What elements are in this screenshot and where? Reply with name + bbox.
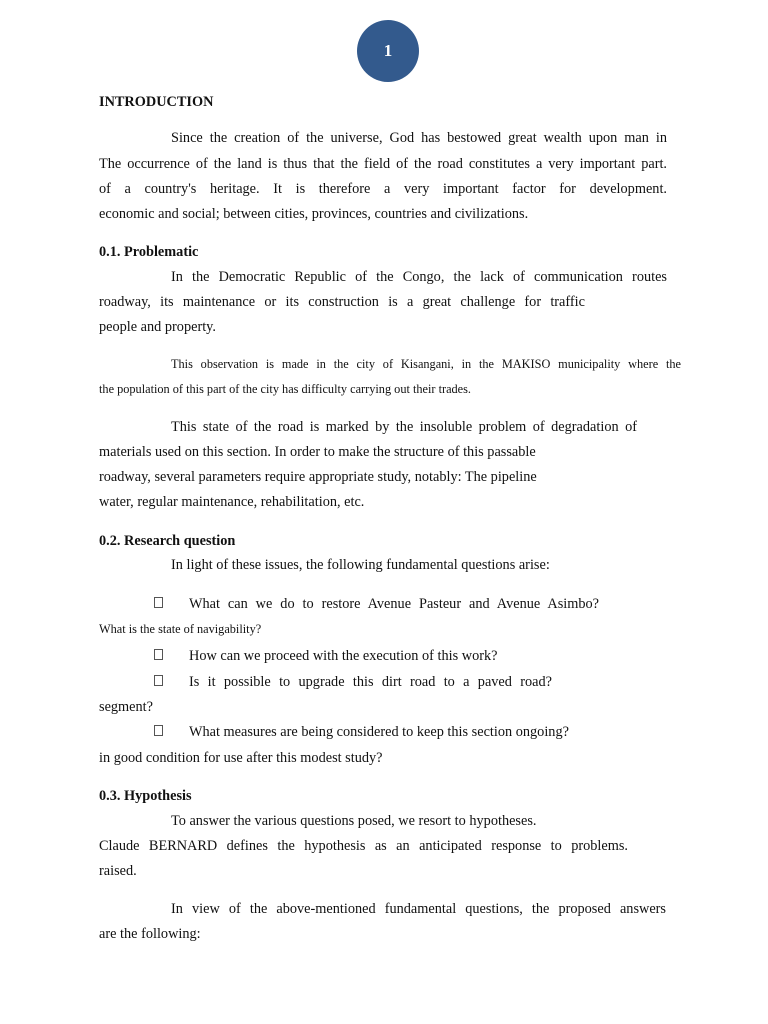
question-item: What can we do to restore Avenue Pasteur and Avenue Asimbo?	[189, 596, 599, 612]
heading-problematic: 0.1. Problematic	[99, 244, 199, 260]
heading-introduction: INTRODUCTION	[99, 94, 214, 110]
heading-hypothesis: 0.3. Hypothesis	[99, 788, 192, 804]
hypothesis-line: In view of the above-mentioned fundamental questions, the proposed answers	[171, 901, 666, 917]
question-item: How can we proceed with the execution of this work?	[189, 648, 498, 664]
bullet-icon	[154, 675, 163, 686]
problematic-line: This observation is made in the city of Kisangani, in the MAKISO municipality where the	[171, 357, 681, 371]
problematic-line: roadway, its maintenance or its construction is a great challenge for traffic	[99, 294, 585, 310]
page-number-badge: 1	[357, 20, 419, 82]
heading-research-question: 0.2. Research question	[99, 533, 236, 549]
intro-line: The occurrence of the land is thus that the field of the road constitutes a very important part.	[99, 156, 667, 172]
bullet-icon	[154, 649, 163, 660]
research-intro: In light of these issues, the following fundamental questions arise:	[171, 557, 550, 573]
hypothesis-line: To answer the various questions posed, we resort to hypotheses.	[171, 813, 537, 829]
hypothesis-line: are the following:	[99, 926, 201, 942]
intro-line: of a country's heritage. It is therefore a very important factor for development.	[99, 181, 667, 197]
intro-line: Since the creation of the universe, God has bestowed great wealth upon man in	[171, 130, 667, 146]
problematic-line: water, regular maintenance, rehabilitation, etc.	[99, 494, 365, 510]
bullet-icon	[154, 725, 163, 736]
problematic-line: In the Democratic Republic of the Congo, the lack of communication routes	[171, 269, 667, 285]
question-continuation: segment?	[99, 699, 153, 715]
question-item: What measures are being considered to keep this section ongoing?	[189, 724, 569, 740]
intro-line: economic and social; between cities, provinces, countries and civilizations.	[99, 206, 529, 222]
hypothesis-line: Claude BERNARD defines the hypothesis as an anticipated response to problems.	[99, 838, 628, 854]
problematic-line: materials used on this section. In order to make the structure of this passable	[99, 444, 536, 460]
hypothesis-line: raised.	[99, 863, 137, 879]
problematic-line: This state of the road is marked by the insoluble problem of degradation of	[171, 419, 637, 435]
question-continuation: in good condition for use after this modest study?	[99, 750, 383, 766]
problematic-line: people and property.	[99, 319, 216, 335]
bullet-icon	[154, 597, 163, 608]
problematic-line: the population of this part of the city has difficulty carrying out their trades.	[99, 382, 471, 396]
question-item: Is it possible to upgrade this dirt road to a paved road?	[189, 674, 552, 690]
problematic-line: roadway, several parameters require appropriate study, notably: The pipeline	[99, 469, 537, 485]
question-continuation: What is the state of navigability?	[99, 622, 262, 636]
